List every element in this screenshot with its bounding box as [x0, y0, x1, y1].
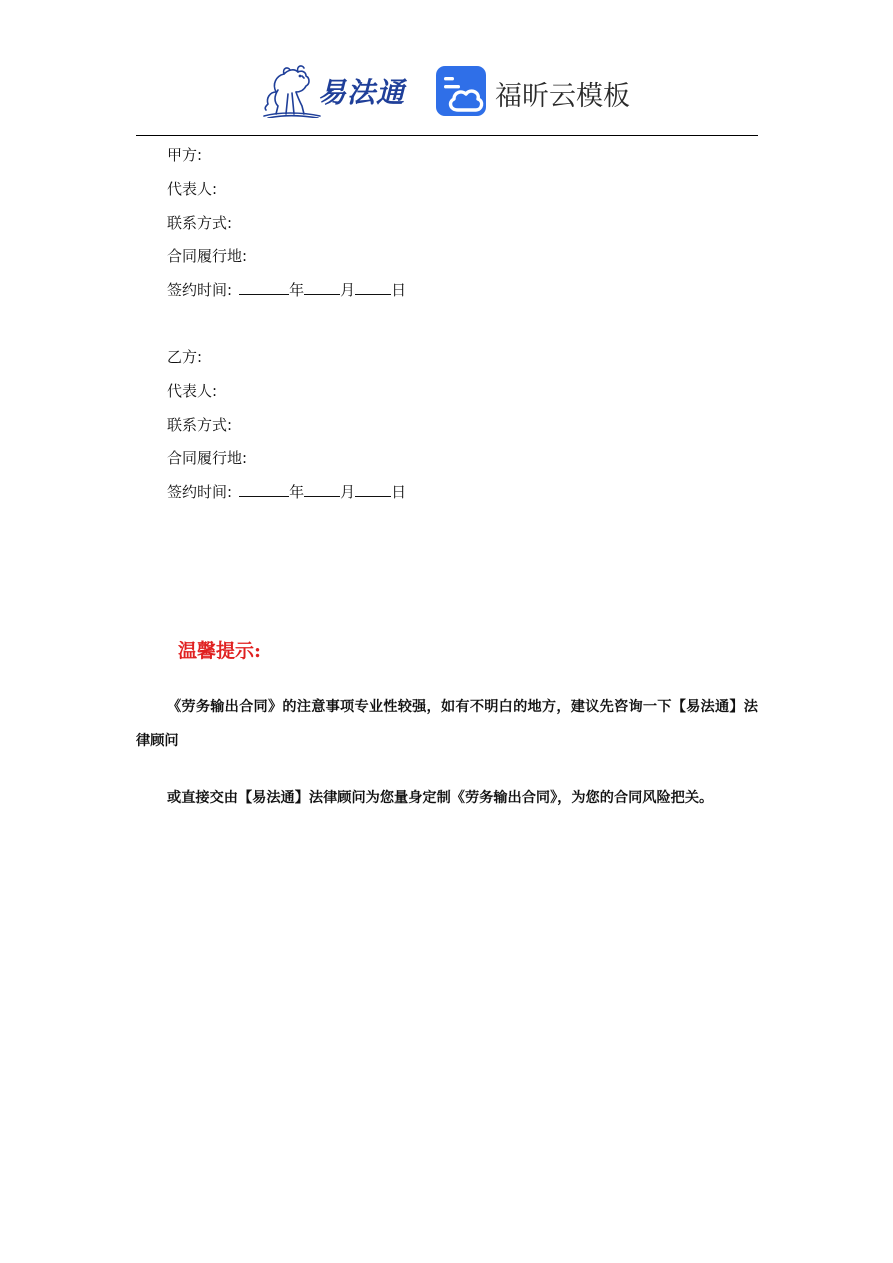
party-a-year-blank — [239, 279, 289, 295]
party-b-date-label: 签约时间: — [167, 483, 233, 502]
party-b-day-unit: 日 — [391, 483, 407, 502]
party-a-place-label: 合同履行地: — [167, 247, 248, 266]
header-divider — [136, 135, 758, 136]
yifatong-logo-text: 易法通 — [318, 76, 406, 109]
party-b-contact-label: 联系方式: — [167, 415, 233, 434]
party-a-contact-label: 联系方式: — [167, 213, 233, 232]
party-a-day-unit: 日 — [391, 281, 407, 300]
party-b-year-blank — [239, 481, 289, 497]
tips-paragraph-consult: 《劳务输出合同》的注意事项专业性较强，如有不明白的地方，建议先咨询一下【易法通】法律顾问 — [136, 699, 758, 749]
yifatong-logo — [262, 62, 414, 118]
fuxin-logo — [436, 66, 636, 118]
party-b-label: 乙方: — [167, 348, 203, 366]
party-a-representative-label: 代表人: — [167, 179, 218, 198]
party-b-signature-block — [167, 346, 727, 515]
tips-paragraph-custom: 或直接交由【易法通】法律顾问为您量身定制《劳务输出合同》，为您的合同风险把关。 — [167, 790, 714, 806]
party-b-year-unit: 年 — [289, 483, 305, 502]
horse-mascot-icon — [262, 62, 322, 118]
party-a-month-unit: 月 — [340, 281, 356, 300]
cloud-document-icon — [436, 66, 486, 116]
party-b-month-blank — [304, 481, 340, 497]
tips-title: 温馨提示: — [178, 640, 262, 662]
party-b-month-unit: 月 — [340, 483, 356, 502]
party-b-place-label: 合同履行地: — [167, 449, 248, 468]
party-b-date-line — [167, 481, 727, 515]
party-a-date-line — [167, 279, 727, 313]
party-a-label: 甲方: — [167, 146, 203, 164]
page-header — [0, 0, 893, 136]
party-a-day-blank — [355, 279, 391, 295]
party-a-year-unit: 年 — [289, 281, 305, 300]
party-a-month-blank — [304, 279, 340, 295]
party-a-date-label: 签约时间: — [167, 281, 233, 300]
party-b-representative-label: 代表人: — [167, 381, 218, 400]
party-a-signature-block — [167, 144, 727, 313]
party-b-day-blank — [355, 481, 391, 497]
fuxin-logo-text: 福昕云模板 — [495, 81, 630, 112]
